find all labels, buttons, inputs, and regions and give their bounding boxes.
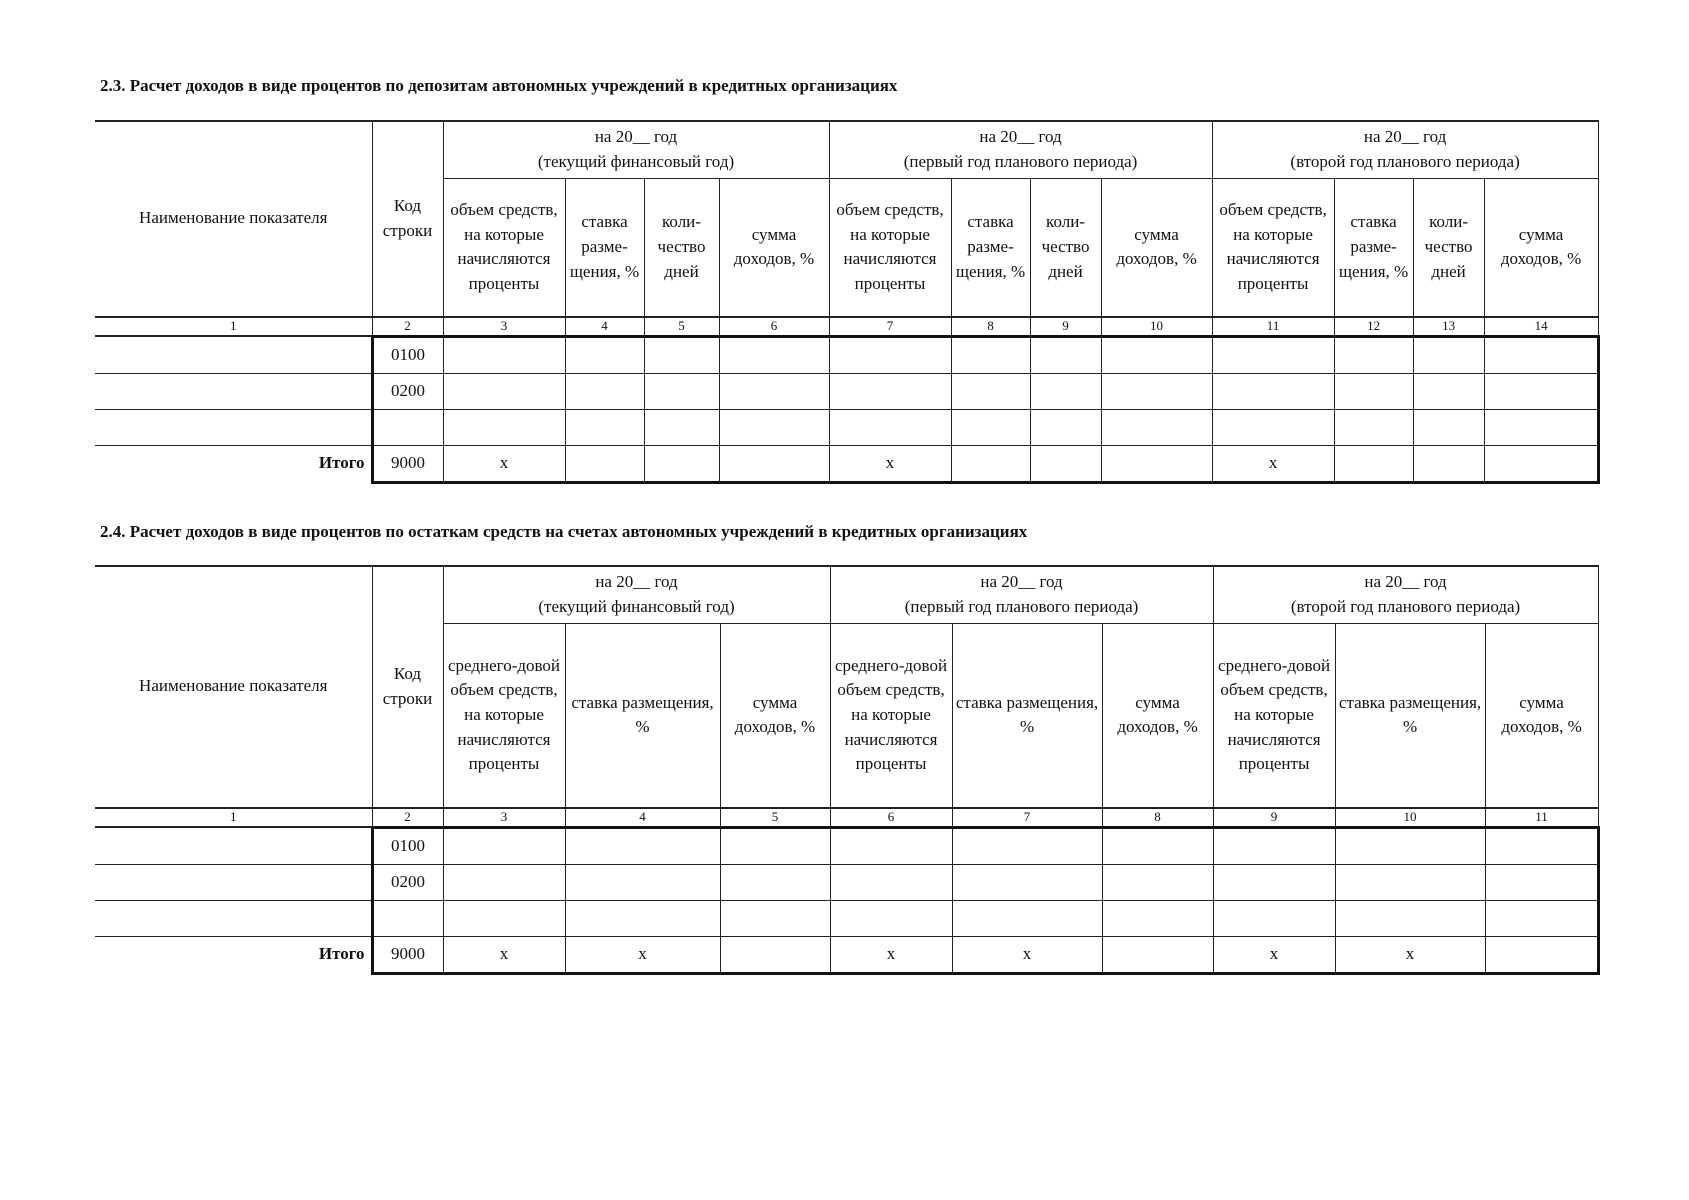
value-cell[interactable] (829, 409, 951, 445)
value-cell[interactable] (720, 936, 830, 973)
value-cell[interactable]: x (443, 445, 565, 482)
column-number: 5 (644, 317, 719, 337)
value-cell[interactable] (720, 864, 830, 900)
value-cell[interactable] (1030, 373, 1101, 409)
subheader-volume: объем средств, на которые начисляются проценты (443, 179, 565, 317)
value-cell[interactable] (951, 445, 1030, 482)
row-code-cell: 9000 (372, 936, 443, 973)
value-cell[interactable]: x (830, 936, 952, 973)
subheader-income: сумма доходов, % (1102, 624, 1213, 808)
subheader-rate: ставка разме-щения, % (951, 179, 1030, 317)
value-cell[interactable]: x (1213, 936, 1335, 973)
value-cell[interactable] (565, 409, 644, 445)
column-number: 4 (565, 808, 720, 828)
header-period-first-plan (830, 566, 1213, 624)
section-title-2-3: 2.3. Расчет доходов в виде процентов по депозитам автономных учреждений в кредитных организациях (100, 76, 898, 95)
value-cell[interactable] (1102, 864, 1213, 900)
table-row (95, 336, 1598, 373)
subheader-avg-volume: среднего-довой объем средств, на которые начисляются проценты (830, 624, 952, 808)
subheader-rate: ставка разме-щения, % (1334, 179, 1413, 317)
column-number: 2 (372, 317, 443, 337)
subheader-rate: ставка размещения, % (952, 624, 1102, 808)
value-cell[interactable] (565, 827, 720, 864)
value-cell[interactable] (951, 336, 1030, 373)
row-code-cell (372, 409, 443, 445)
value-cell[interactable] (1485, 936, 1598, 973)
row-name-cell (95, 409, 372, 445)
table-row-total (95, 445, 1598, 482)
value-cell[interactable] (1335, 864, 1485, 900)
value-cell[interactable] (719, 336, 829, 373)
row-code-cell: 0100 (372, 336, 443, 373)
value-cell[interactable] (951, 373, 1030, 409)
value-cell[interactable] (1030, 336, 1101, 373)
value-cell[interactable] (565, 864, 720, 900)
column-number: 4 (565, 317, 644, 337)
value-cell[interactable] (1101, 336, 1212, 373)
value-cell[interactable] (1102, 936, 1213, 973)
subheader-income: сумма доходов, % (1484, 179, 1598, 317)
value-cell[interactable] (1334, 373, 1413, 409)
subheader-days: коли-чество дней (644, 179, 719, 317)
row-name-cell (95, 827, 372, 864)
column-number: 1 (95, 317, 372, 337)
value-cell[interactable] (1413, 373, 1484, 409)
value-cell[interactable] (1413, 445, 1484, 482)
period-label: (текущий финансовый год) (538, 597, 735, 616)
subheader-avg-volume: среднего-довой объем средств, на которые начисляются проценты (443, 624, 565, 808)
subheader-days: коли-чество дней (1413, 179, 1484, 317)
row-name-cell: Итого (95, 445, 372, 482)
header-indicator-name: Наименование показателя (95, 566, 372, 808)
column-number: 3 (443, 317, 565, 337)
value-cell[interactable] (1334, 336, 1413, 373)
row-name-cell: Итого (95, 936, 372, 973)
column-number: 7 (952, 808, 1102, 828)
value-cell[interactable] (1484, 409, 1598, 445)
value-cell[interactable] (443, 336, 565, 373)
column-number: 11 (1212, 317, 1334, 337)
column-number: 10 (1101, 317, 1212, 337)
header-period-current (443, 566, 830, 624)
period-year: на 20__ год (595, 572, 678, 592)
table-balances-income (95, 565, 1600, 975)
table-row (95, 900, 1598, 936)
subheader-avg-volume: среднего-довой объем средств, на которые начисляются проценты (1213, 624, 1335, 808)
table-row (95, 864, 1598, 900)
value-cell[interactable] (720, 900, 830, 936)
period-year: на 20__ год (594, 127, 678, 147)
value-cell[interactable] (1334, 445, 1413, 482)
column-number: 8 (1102, 808, 1213, 828)
value-cell[interactable] (1213, 827, 1335, 864)
subheader-days: коли-чество дней (1030, 179, 1101, 317)
value-cell[interactable] (1334, 409, 1413, 445)
table-row-total (95, 936, 1598, 973)
value-cell[interactable] (1030, 445, 1101, 482)
value-cell[interactable] (1213, 864, 1335, 900)
row-code-cell: 0200 (372, 864, 443, 900)
subheader-income: сумма доходов, % (719, 179, 829, 317)
row-name-cell (95, 900, 372, 936)
value-cell[interactable] (1485, 827, 1598, 864)
subheader-rate: ставка размещения, % (1335, 624, 1485, 808)
column-number: 14 (1484, 317, 1598, 337)
header-indicator-name: Наименование показателя (95, 121, 372, 317)
column-number: 3 (443, 808, 565, 828)
period-label: (второй год планового периода) (1290, 152, 1520, 171)
value-cell[interactable] (952, 900, 1102, 936)
table-row (95, 373, 1598, 409)
row-code-cell: 0200 (372, 373, 443, 409)
row-code-cell: 0100 (372, 827, 443, 864)
value-cell[interactable] (720, 827, 830, 864)
value-cell[interactable]: x (1212, 445, 1334, 482)
value-cell[interactable] (1102, 827, 1213, 864)
value-cell[interactable] (1335, 827, 1485, 864)
value-cell[interactable] (565, 336, 644, 373)
column-number: 13 (1413, 317, 1484, 337)
value-cell[interactable] (830, 827, 952, 864)
period-year: на 20__ год (979, 127, 1062, 147)
period-year: на 20__ год (980, 572, 1063, 592)
value-cell[interactable] (829, 373, 951, 409)
value-cell[interactable] (1485, 864, 1598, 900)
value-cell[interactable] (719, 373, 829, 409)
table-row (95, 827, 1598, 864)
value-cell[interactable] (644, 336, 719, 373)
value-cell[interactable]: x (829, 445, 951, 482)
header-period-current (443, 121, 829, 179)
value-cell[interactable] (952, 864, 1102, 900)
value-cell[interactable] (1101, 409, 1212, 445)
period-year: на 20__ год (1364, 572, 1447, 592)
value-cell[interactable] (565, 900, 720, 936)
column-number: 6 (830, 808, 952, 828)
value-cell[interactable] (830, 864, 952, 900)
column-number: 7 (829, 317, 951, 337)
subheader-income: сумма доходов, % (1485, 624, 1598, 808)
value-cell[interactable] (1212, 373, 1334, 409)
column-number: 12 (1334, 317, 1413, 337)
value-cell[interactable] (644, 373, 719, 409)
period-label: (текущий финансовый год) (537, 152, 735, 171)
column-number: 9 (1030, 317, 1101, 337)
subheader-volume: объем средств, на которые начисляются проценты (829, 179, 951, 317)
value-cell[interactable] (719, 445, 829, 482)
value-cell[interactable] (644, 445, 719, 482)
header-period-first-plan (829, 121, 1212, 179)
value-cell[interactable] (1030, 409, 1101, 445)
value-cell[interactable] (1101, 373, 1212, 409)
period-label: (первый год планового периода) (904, 597, 1139, 616)
value-cell[interactable] (443, 827, 565, 864)
value-cell[interactable]: x (952, 936, 1102, 973)
value-cell[interactable] (719, 409, 829, 445)
value-cell[interactable] (443, 373, 565, 409)
column-number: 10 (1335, 808, 1485, 828)
value-cell[interactable] (1335, 900, 1485, 936)
subheader-rate: ставка размещения, % (565, 624, 720, 808)
header-period-second-plan (1213, 566, 1598, 624)
table-row (95, 409, 1598, 445)
value-cell[interactable] (443, 864, 565, 900)
value-cell[interactable] (1484, 336, 1598, 373)
row-name-cell (95, 373, 372, 409)
value-cell[interactable] (1484, 373, 1598, 409)
value-cell[interactable] (644, 409, 719, 445)
value-cell[interactable] (1413, 336, 1484, 373)
value-cell[interactable] (565, 373, 644, 409)
subheader-income: сумма доходов, % (720, 624, 830, 808)
subheader-volume: объем средств, на которые начисляются проценты (1212, 179, 1334, 317)
value-cell[interactable] (951, 409, 1030, 445)
column-number: 2 (372, 808, 443, 828)
period-label: (второй год планового периода) (1290, 597, 1521, 616)
row-name-cell (95, 864, 372, 900)
header-period-second-plan (1212, 121, 1598, 179)
section-title-2-4: 2.4. Расчет доходов в виде процентов по остаткам средств на счетах автономных учреждений в кредитных организациях (100, 522, 1028, 541)
value-cell[interactable] (565, 445, 644, 482)
column-number: 5 (720, 808, 830, 828)
column-number: 11 (1485, 808, 1598, 828)
period-label: (первый год планового периода) (903, 152, 1138, 171)
value-cell[interactable] (830, 900, 952, 936)
value-cell[interactable] (443, 900, 565, 936)
subheader-income: сумма доходов, % (1101, 179, 1212, 317)
row-name-cell (95, 336, 372, 373)
value-cell[interactable] (443, 409, 565, 445)
value-cell[interactable] (1212, 336, 1334, 373)
header-row-code: Код строки (372, 566, 443, 808)
value-cell[interactable] (1485, 900, 1598, 936)
value-cell[interactable]: x (1335, 936, 1485, 973)
value-cell[interactable] (1213, 900, 1335, 936)
value-cell[interactable] (1212, 409, 1334, 445)
column-number: 6 (719, 317, 829, 337)
period-year: на 20__ год (1363, 127, 1447, 147)
table-deposits-income (95, 120, 1600, 484)
value-cell[interactable] (1413, 409, 1484, 445)
column-number: 8 (951, 317, 1030, 337)
value-cell[interactable]: x (565, 936, 720, 973)
value-cell[interactable] (952, 827, 1102, 864)
column-number: 9 (1213, 808, 1335, 828)
value-cell[interactable] (1484, 445, 1598, 482)
value-cell[interactable] (1102, 900, 1213, 936)
row-code-cell (372, 900, 443, 936)
row-code-cell: 9000 (372, 445, 443, 482)
value-cell[interactable] (829, 336, 951, 373)
header-row-code: Код строки (372, 121, 443, 317)
value-cell[interactable]: x (443, 936, 565, 973)
value-cell[interactable] (1101, 445, 1212, 482)
subheader-rate: ставка разме-щения, % (565, 179, 644, 317)
column-number: 1 (95, 808, 372, 828)
